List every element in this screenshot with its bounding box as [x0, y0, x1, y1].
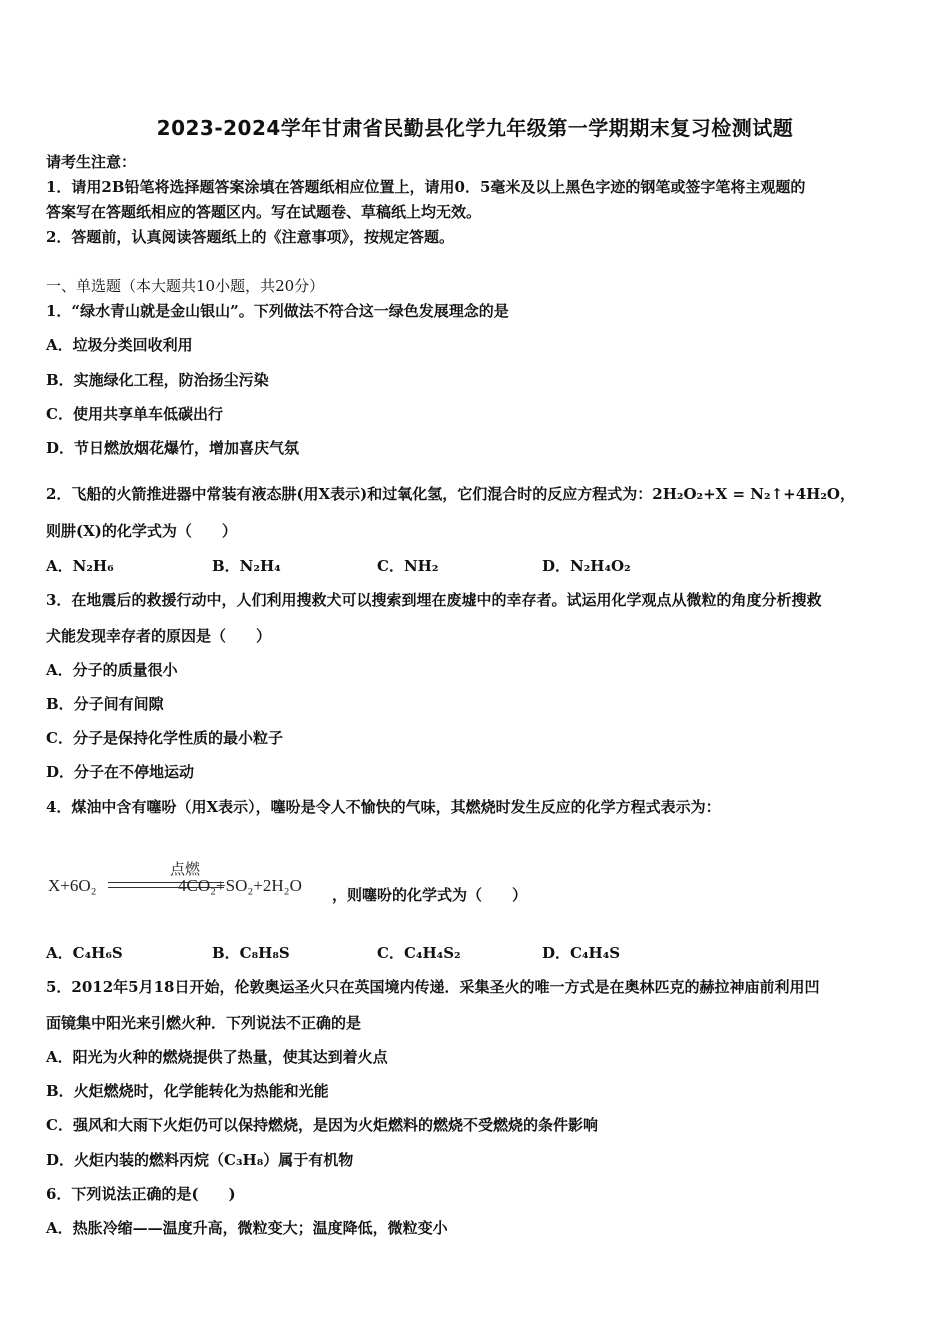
question-4-option-d: D．C₄H₄S — [542, 944, 621, 962]
question-4-tail: ，则噻吩的化学式为（ ） — [332, 886, 528, 904]
question-3-option-c: C．分子是保持化学性质的最小粒子 — [46, 729, 283, 747]
question-2-option-c: C．NH₂ — [377, 557, 439, 575]
notice-item-1-line-2: 答案写在答题纸相应的答题区内。写在试题卷、草稿纸上均无效。 — [46, 203, 482, 221]
question-2-option-b: B．N₂H₄ — [212, 557, 281, 575]
question-5-stem-line-1: 5．2012年5月18日开始，伦敦奥运圣火只在英国境内传递．采集圣火的唯一方式是在奥林匹克的赫拉神庙前利用凹 — [46, 978, 820, 996]
question-4-stem: 4．煤油中含有噻吩（用X表示），噻吩是令人不愉快的气味，其燃烧时发生反应的化学方程式表示为： — [46, 798, 721, 816]
question-4-options — [46, 942, 886, 962]
question-3-stem-line-1: 3．在地震后的救援行动中，人们利用搜救犬可以搜索到埋在废墟中的幸存者。试运用化学观点从微粒的角度分析搜救 — [46, 591, 822, 609]
question-5-stem-line-2: 面镜集中阳光来引燃火种．下列说法不正确的是 — [46, 1014, 362, 1032]
question-2-options — [46, 555, 886, 575]
question-2-stem-line-1: 2．飞船的火箭推进器中常装有液态肼(用X表示)和过氧化氢，它们混合时的反应方程式为：2H₂O₂+X = N₂↑+4H₂O， — [46, 485, 855, 503]
equation-reactants: X+6O₂ — [48, 876, 97, 895]
question-5-option-b: B．火炬燃烧时，化学能转化为热能和光能 — [46, 1082, 329, 1100]
question-4-option-b: B．C₈H₈S — [212, 944, 290, 962]
question-1-option-b: B．实施绿化工程，防治扬尘污染 — [46, 371, 269, 389]
question-1-stem: 1．“绿水青山就是金山银山”。下列做法不符合这一绿色发展理念的是 — [46, 302, 509, 320]
question-2-option-d: D．N₂H₄O₂ — [542, 557, 631, 575]
question-5-option-a: A．阳光为火种的燃烧提供了热量，使其达到着火点 — [46, 1048, 388, 1066]
question-3-option-b: B．分子间有间隙 — [46, 695, 164, 713]
question-3-option-d: D．分子在不停地运动 — [46, 763, 195, 781]
question-2-stem-line-2: 则肼(X)的化学式为（ ） — [46, 522, 237, 540]
question-2-option-a: A．N₂H₆ — [46, 557, 114, 575]
section-heading: 一、单选题（本大题共10小题，共20分） — [46, 277, 325, 295]
question-1-option-d: D．节日燃放烟花爆竹，增加喜庆气氛 — [46, 439, 300, 457]
chemical-equation — [48, 858, 668, 902]
question-6-stem: 6．下列说法正确的是( ) — [46, 1185, 236, 1203]
question-1-option-c: C．使用共享单车低碳出行 — [46, 405, 223, 423]
question-3-stem-line-2: 犬能发现幸存者的原因是（ ） — [46, 627, 272, 645]
question-4-option-a: A．C₄H₆S — [46, 944, 123, 962]
equation-products: 4CO₂+SO₂+2H₂O — [178, 876, 302, 895]
question-1-option-a: A．垃圾分类回收利用 — [46, 336, 193, 354]
question-4-option-c: C．C₄H₄S₂ — [377, 944, 461, 962]
question-3-option-a: A．分子的质量很小 — [46, 661, 178, 679]
notice-item-2: 2．答题前，认真阅读答题纸上的《注意事项》，按规定答题。 — [46, 228, 454, 246]
notice-heading: 请考生注意： — [46, 153, 137, 171]
reaction-condition: 点燃 — [170, 860, 201, 878]
notice-item-1-line-1: 1．请用2B铅笔将选择题答案涂填在答题纸相应位置上，请用0．5毫米及以上黑色字迹的钢笔或签字笔将主观题的 — [46, 178, 806, 196]
page-title: 2023-2024学年甘肃省民勤县化学九年级第一学期期末复习检测试题 — [156, 116, 794, 140]
question-6-option-a: A．热胀冷缩——温度升高，微粒变大；温度降低，微粒变小 — [46, 1219, 448, 1237]
question-5-option-d: D．火炬内装的燃料丙烷（C₃H₈）属于有机物 — [46, 1151, 354, 1169]
question-5-option-c: C．强风和大雨下火炬仍可以保持燃烧，是因为火炬燃料的燃烧不受燃烧的条件影响 — [46, 1116, 598, 1134]
